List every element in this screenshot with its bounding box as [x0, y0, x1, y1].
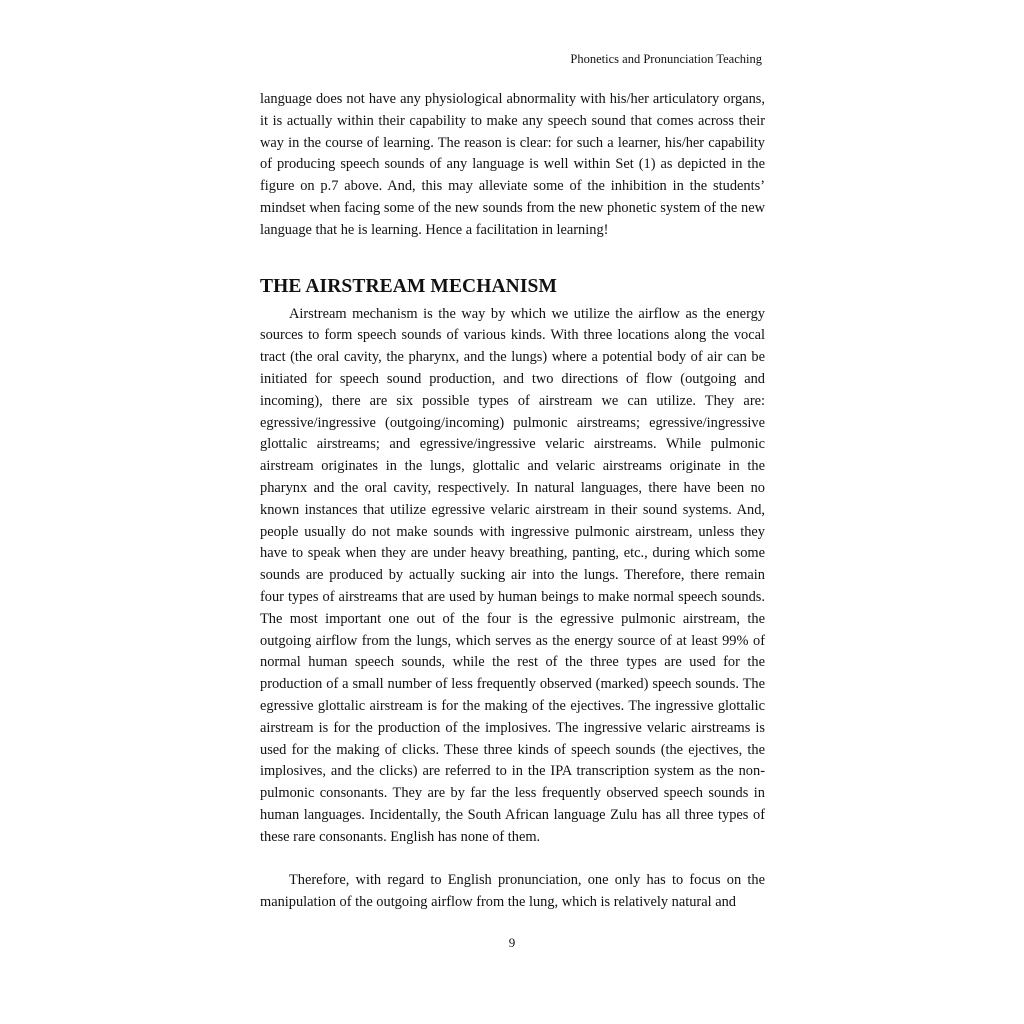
running-header: Phonetics and Pronunciation Teaching	[570, 52, 762, 66]
page-body	[260, 89, 765, 914]
intro-paragraph: language does not have any physiological abnormality with his/her articulatory organs, it is actually within their capability to make any speech sound that comes across their way in the course of learning. The reason is clear: for such a learner, his/her capability of producing speech sounds of any language is well within Set (1) as depicted in the figure on p.7 above. And, this may alleviate some of the inhibition in the students’ mindset when facing some of the new sounds from the new phonetic system of the new language that he is learning. Hence a facilitation in learning!	[260, 91, 765, 238]
section-paragraph-2: Therefore, with regard to English pronunciation, one only has to focus on the manipulation of the outgoing airflow from the lung, which is relatively natural and	[260, 872, 765, 911]
page-number: 9	[508, 935, 516, 950]
paragraph-gap	[260, 849, 765, 871]
section-heading: THE AIRSTREAM MECHANISM	[260, 275, 557, 297]
section-paragraph-1: Airstream mechanism is the way by which we utilize the airflow as the energy sources to form speech sounds of various kinds. With three locations along the vocal tract (the oral cavity, the pharynx, and the lungs) where a potential body of air can be initiated for speech sound production, and two directions of flow (outgoing and incoming), there are six possible types of airstream we can utilize. They are: egressive/ingressive (outgoing/incoming) pulmonic airstreams; egressive/ingressive glottalic airstreams; and egressive/ingressive velaric airstreams. While pulmonic airstream originates in the lungs, glottalic and velaric airstreams originate in the pharynx and the oral cavity, respectively. In natural languages, there have been no known instances that utilize egressive velaric airstream in their sound systems. And, people usually do not make sounds with ingressive pulmonic airstream, unless they have to speak when they are under heavy breathing, panting, etc., during which some sounds are produced by actually sucking air into the lungs. Therefore, there remain four types of airstreams that are used by human beings to make normal speech sounds. The most important one out of the four is the egressive pulmonic airstream, the outgoing airflow from the lungs, which serves as the energy source of at least 99% of normal human speech sounds, while the rest of the three types are used for the production of a small number of less frequently observed (marked) speech sounds. The egressive glottalic airstream is for the making of the ejectives. The ingressive glottalic airstream is for the production of the implosives. The ingressive velaric airstreams is used for the making of clicks. These three kinds of speech sounds (the ejectives, the implosives, and the clicks) are referred to in the IPA transcription system as the non-pulmonic consonants. They are by far the less frequently observed speech sounds in human languages. Incidentally, the South African language Zulu has all three types of these rare consonants. English has none of them.	[260, 305, 765, 845]
